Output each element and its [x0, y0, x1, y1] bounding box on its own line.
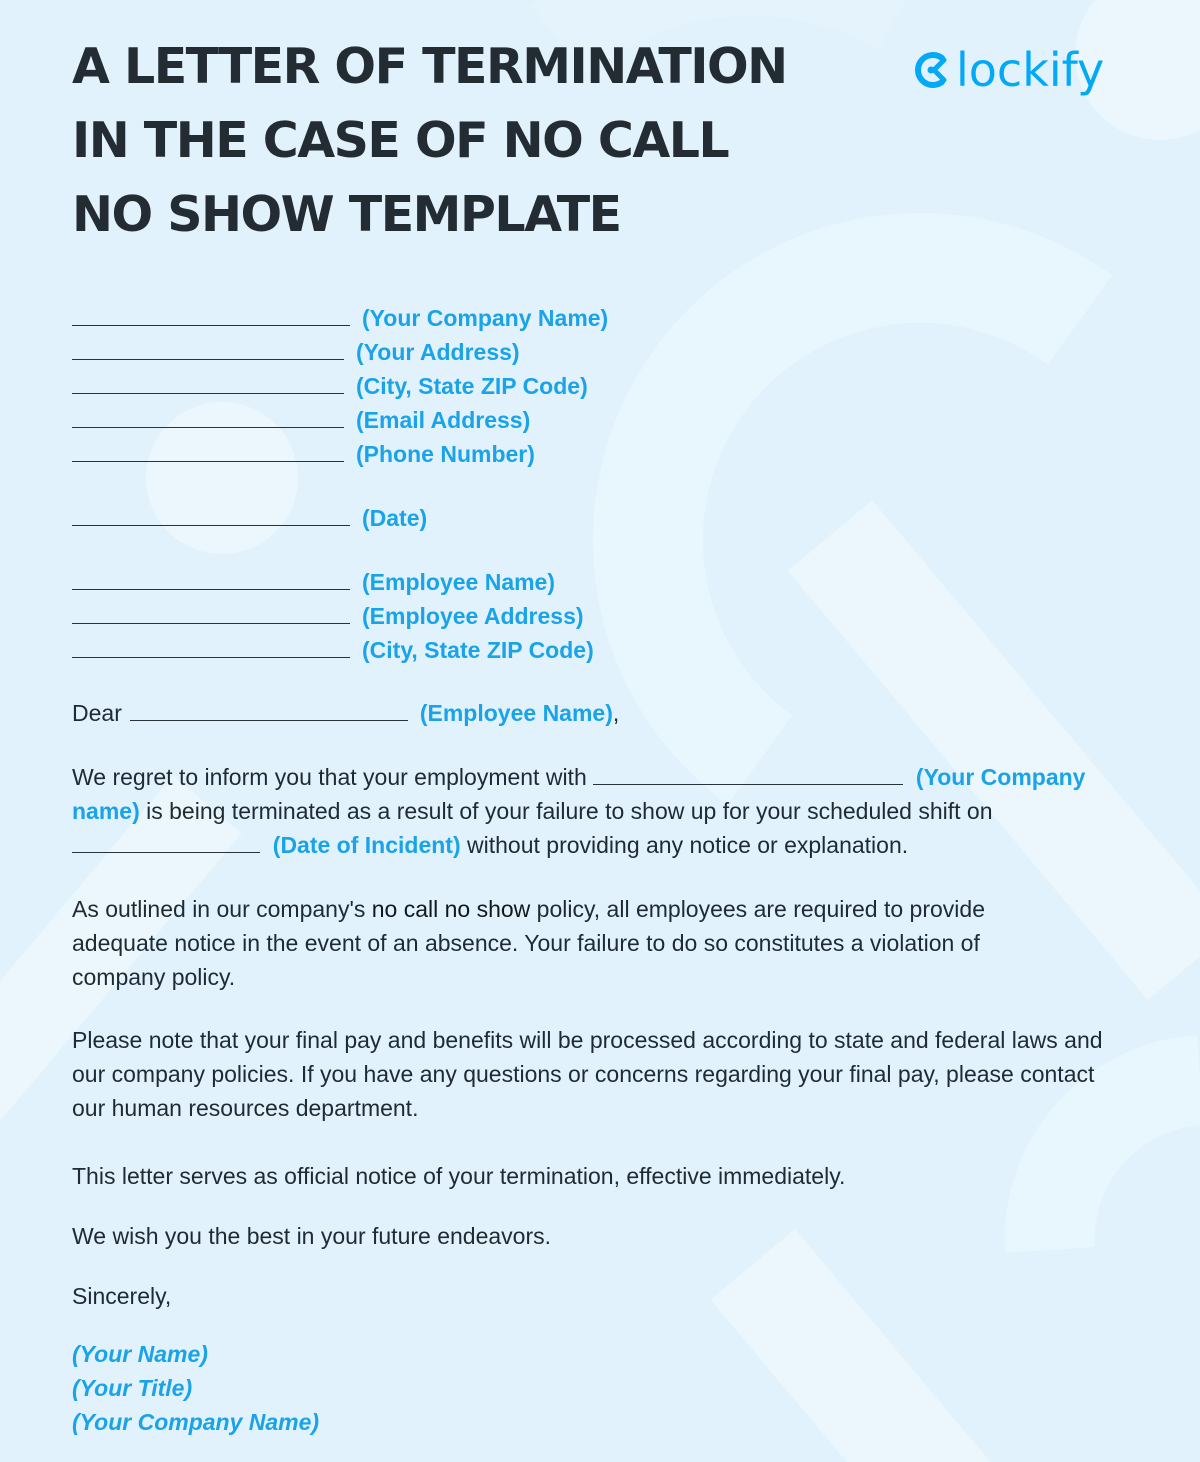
page-title	[72, 30, 872, 252]
blank-line	[72, 830, 260, 853]
date-placeholder: (Date)	[362, 505, 428, 531]
greeting	[72, 696, 619, 730]
brand-logo	[910, 40, 1104, 100]
paragraph-termination-notice	[72, 760, 1092, 862]
signature-title: (Your Title)	[72, 1375, 193, 1401]
blank-line	[72, 369, 344, 394]
employee-city-placeholder: (City, State ZIP Code)	[362, 637, 594, 663]
clockify-logo-icon	[910, 48, 954, 92]
blank-line	[72, 633, 350, 658]
sender-phone-placeholder: (Phone Number)	[356, 441, 535, 467]
sender-company-field	[72, 301, 608, 335]
signature-name: (Your Name)	[72, 1341, 208, 1367]
p1-part1: We regret to inform you that your employment with	[72, 764, 587, 790]
blank-line	[72, 565, 350, 590]
blank-line	[72, 335, 344, 360]
title-line-1: A LETTER OF TERMINATION	[72, 38, 787, 95]
sender-company-placeholder: (Your Company Name)	[362, 305, 609, 331]
p2-after: policy, all employees are required to provide adequate notice in the event of an absence. Your failure to do so constitutes a violation of company policy.	[72, 896, 985, 990]
greeting-suffix: ,	[612, 700, 620, 726]
sender-address-placeholder: (Your Address)	[356, 339, 520, 365]
blank-line	[72, 599, 350, 624]
employee-address-field	[72, 599, 584, 633]
sender-phone-field	[72, 437, 535, 471]
blank-line	[72, 437, 344, 462]
title-line-2: IN THE CASE OF NO CALL	[72, 112, 729, 169]
signature-block	[72, 1337, 319, 1439]
employee-name-placeholder: (Employee Name)	[362, 569, 556, 595]
closing: Sincerely,	[72, 1283, 172, 1309]
employee-city-field	[72, 633, 594, 667]
sender-city-placeholder: (City, State ZIP Code)	[356, 373, 588, 399]
greeting-prefix: Dear	[72, 700, 122, 726]
date-field	[72, 501, 427, 535]
signature-company: (Your Company Name)	[72, 1409, 320, 1435]
p1-part3: without providing any notice or explanation.	[467, 832, 909, 858]
policy-link[interactable]: no call no show	[371, 896, 531, 922]
incident-date-placeholder: (Date of Incident)	[272, 832, 461, 858]
sender-city-field	[72, 369, 588, 403]
paragraph-wishes: We wish you the best in your future endeavors.	[72, 1223, 552, 1249]
paragraph-policy	[72, 892, 1072, 994]
sender-address-field	[72, 335, 520, 369]
blank-line	[593, 762, 903, 785]
company-name-placeholder: (Your Company name)	[72, 764, 1086, 824]
blank-line	[72, 501, 350, 526]
sender-email-field	[72, 403, 530, 437]
p1-part2: is being terminated as a result of your failure to show up for your scheduled shift on	[146, 798, 993, 824]
blank-line	[72, 301, 350, 326]
blank-line	[130, 696, 408, 721]
title-line-3: NO SHOW TEMPLATE	[72, 186, 621, 243]
paragraph-final-pay: Please note that your final pay and benefits will be processed according to state and federal laws and our company policies. If you have any questions or concerns regarding your final pay, please contact our human resources department.	[72, 1027, 1103, 1121]
employee-address-placeholder: (Employee Address)	[362, 603, 584, 629]
employee-name-field	[72, 565, 555, 599]
p2-before: As outlined in our company's	[72, 896, 366, 922]
blank-line	[72, 403, 344, 428]
paragraph-effective: This letter serves as official notice of your termination, effective immediately.	[72, 1163, 846, 1189]
sender-email-placeholder: (Email Address)	[356, 407, 531, 433]
brand-name: lockify	[956, 43, 1105, 97]
greeting-placeholder: (Employee Name)	[419, 700, 613, 726]
